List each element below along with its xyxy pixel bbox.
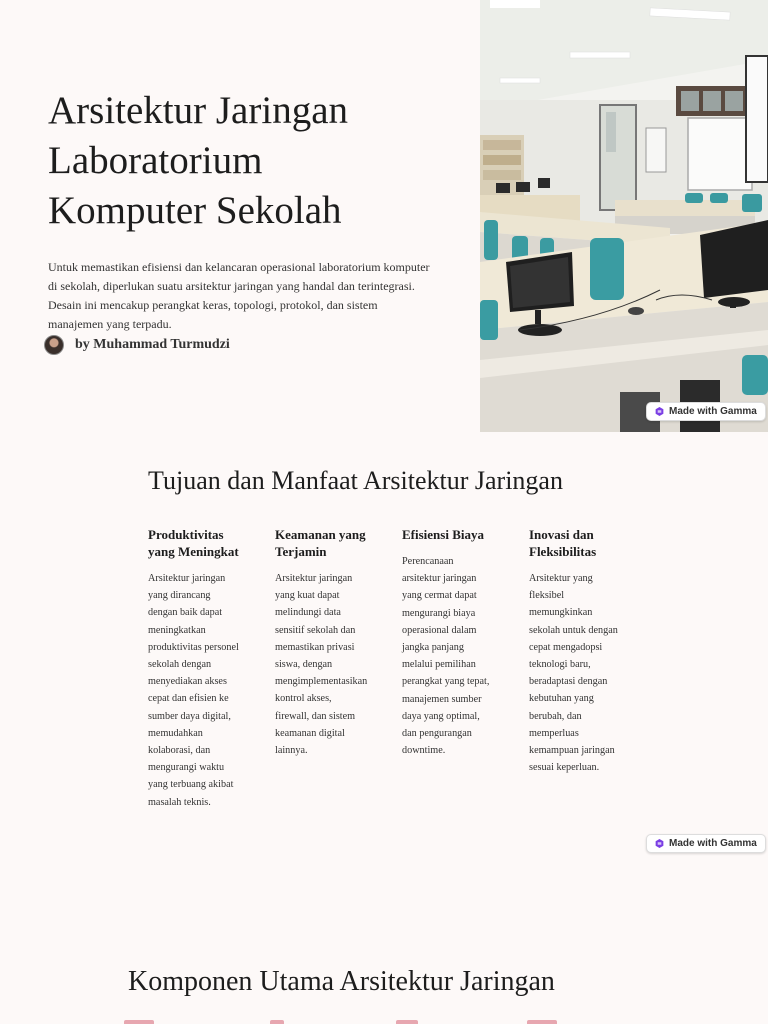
component-icon [527,1020,557,1024]
goal-card [275,526,367,759]
computer-lab-illustration [480,0,768,432]
badge-label: Made with Gamma [669,838,757,849]
goal-heading: Keamanan yang Terjamin [275,527,366,559]
goal-card [148,526,240,811]
hero-section [0,0,768,432]
badge-label: Made with Gamma [669,406,757,417]
goal-body: Arsitektur jaringan yang kuat dapat melindungi data sensitif sekolah dan memastikan privasi siswa, dengan mengimplementasikan kontrol akses, firewall, dan sistem keamanan digital lainnya. [275,573,368,757]
goal-body: Perencanaan arsitektur jaringan yang cermat dapat mengurangi biaya operasional dalam jangka panjang melalui pemilihan perangkat yang tepat, manajemen sumber daya yang optimal, dan pengurangan downtime. [402,556,490,757]
section-components-title: Komponen Utama Arsitektur Jaringan [128,966,555,997]
made-with-gamma-badge[interactable] [646,402,766,421]
hero-text [48,86,433,334]
component-icon [270,1020,284,1024]
gamma-logo-icon [655,839,664,848]
component-icon [396,1020,418,1024]
goal-card [402,526,494,759]
goal-heading: Efisiensi Biaya [402,527,484,542]
goal-card [529,526,621,776]
goal-body: Arsitektur yang fleksibel memungkinkan sekolah untuk dengan cepat mengadopsi teknologi baru, beradaptasi dengan kebutuhan yang berubah, dan memperluas kemampuan jaringan sesuai keperluan. [529,573,618,774]
author-byline [44,335,230,355]
goal-body: Arsitektur jaringan yang dirancang dengan baik dapat meningkatkan produktivitas personel sekolah dengan menyediakan akses cepat dan efisien ke sumber daya digital, memudahkan kolaborasi, dan mengurangi waktu yang terbuang akibat masalah teknis. [148,573,239,808]
title-line: Komputer Sekolah [48,189,342,232]
page-title [48,86,433,236]
computer-lab-photo [480,0,768,432]
title-line: Laboratorium [48,139,263,182]
title-line: Arsitektur Jaringan [48,89,349,132]
author-name: by Muhammad Turmudzi [75,337,230,352]
gamma-logo-icon [655,407,664,416]
made-with-gamma-badge[interactable] [646,834,766,853]
component-icon [124,1020,154,1024]
avatar [44,335,64,355]
goal-heading: Produktivitas yang Meningkat [148,527,239,559]
intro-paragraph: Untuk memastikan efisiensi dan kelancaran operasional laboratorium komputer di sekolah, diperlukan suatu arsitektur jaringan yang handal dan terintegrasi. Desain ini mencakup perangkat keras, topologi, protokol, dan sistem manajemen yang terpadu. [48,260,430,331]
goal-heading: Inovasi dan Fleksibilitas [529,527,597,559]
section-goals-title: Tujuan dan Manfaat Arsitektur Jaringan [148,466,563,495]
